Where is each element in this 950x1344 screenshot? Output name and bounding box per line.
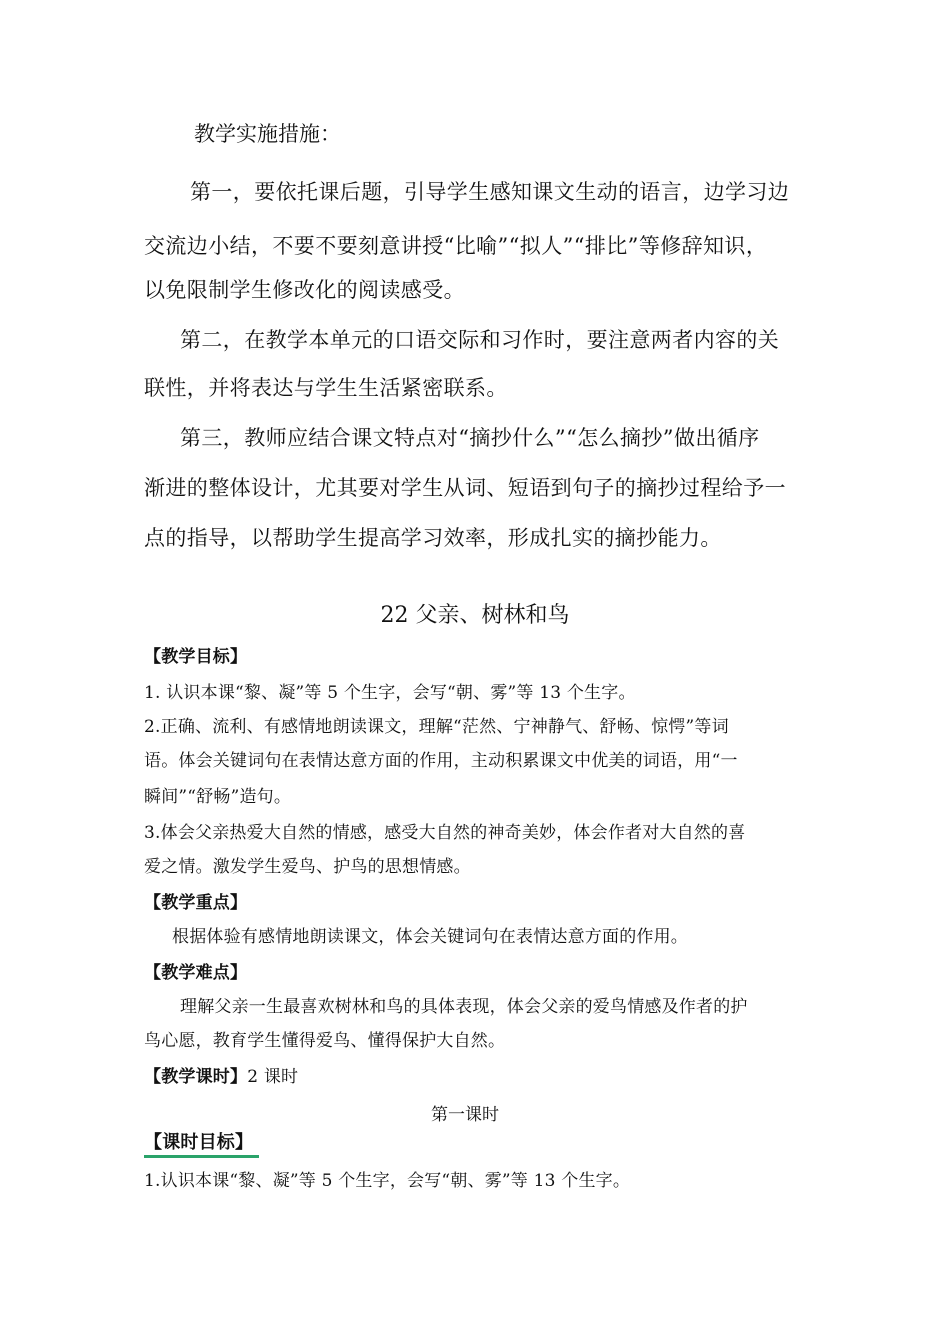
goal-2-line-2: 语。体会关键词句在表情达意方面的作用，主动积累课文中优美的词语，用“一 bbox=[144, 751, 738, 771]
paragraph-3-line-2: 渐进的整体设计，尤其要对学生从词、短语到句子的摘抄过程给予一 bbox=[144, 476, 786, 500]
paragraph-1-line-3: 以免限制学生修改化的阅读感受。 bbox=[144, 278, 465, 302]
class-hours-value: 2 课时 bbox=[247, 1067, 299, 1087]
paragraph-2-line-1: 第二，在教学本单元的口语交际和习作时，要注意两者内容的关 bbox=[180, 328, 780, 352]
difficult-points-line-2: 鸟心愿，教育学生懂得爱鸟、懂得保护大自然。 bbox=[144, 1031, 506, 1051]
accent-underline bbox=[144, 1155, 259, 1158]
period-goals-label: 【课时目标】 bbox=[144, 1132, 254, 1153]
goal-3-line-2: 爱之情。激发学生爱鸟、护鸟的思想情感。 bbox=[144, 857, 471, 877]
goal-2-line-3: 瞬间”“舒畅”造句。 bbox=[144, 787, 292, 807]
key-points-label: 【教学重点】 bbox=[144, 893, 248, 913]
difficult-points-label: 【教学难点】 bbox=[144, 963, 248, 983]
paragraph-1-line-2: 交流边小结，不要不要刻意讲授“比喻”“拟人”“排比”等修辞知识， bbox=[144, 234, 768, 258]
first-period-title: 第一课时 bbox=[431, 1105, 499, 1125]
lesson-title: 22 父亲、树林和鸟 bbox=[380, 603, 570, 628]
goal-1: 1. 认识本课“黎、凝”等 5 个生字，会写“朝、雾”等 13 个生字。 bbox=[144, 683, 636, 703]
paragraph-2-line-2: 联性，并将表达与学生生活紧密联系。 bbox=[144, 376, 508, 400]
paragraph-3-line-1: 第三，教师应结合课文特点对“摘抄什么”“怎么摘抄”做出循序 bbox=[180, 426, 760, 450]
paragraph-1-line-1: 第一，要依托课后题，引导学生感知课文生动的语言，边学习边 bbox=[190, 180, 790, 204]
class-hours bbox=[144, 1062, 298, 1087]
goal-2-line-1: 2.正确、流利、有感情地朗读课文，理解“茫然、宁神静气、舒畅、惊愕”等词 bbox=[144, 717, 729, 737]
key-points-text: 根据体验有感情地朗读课文，体会关键词句在表情达意方面的作用。 bbox=[172, 927, 688, 947]
goals-label: 【教学目标】 bbox=[144, 647, 248, 667]
paragraph-3-line-3: 点的指导，以帮助学生提高学习效率，形成扎实的摘抄能力。 bbox=[144, 526, 722, 550]
goal-3-line-1: 3.体会父亲热爱大自然的情感，感受大自然的神奇美妙，体会作者对大自然的喜 bbox=[144, 823, 746, 843]
section-heading: 教学实施措施： bbox=[194, 122, 341, 146]
period-goal-1: 1.认识本课“黎、凝”等 5 个生字，会写“朝、雾”等 13 个生字。 bbox=[144, 1171, 631, 1191]
class-hours-label: 【教学课时】 bbox=[144, 1067, 248, 1087]
difficult-points-line-1: 理解父亲一生最喜欢树林和鸟的具体表现，体会父亲的爱鸟情感及作者的护 bbox=[180, 997, 748, 1017]
